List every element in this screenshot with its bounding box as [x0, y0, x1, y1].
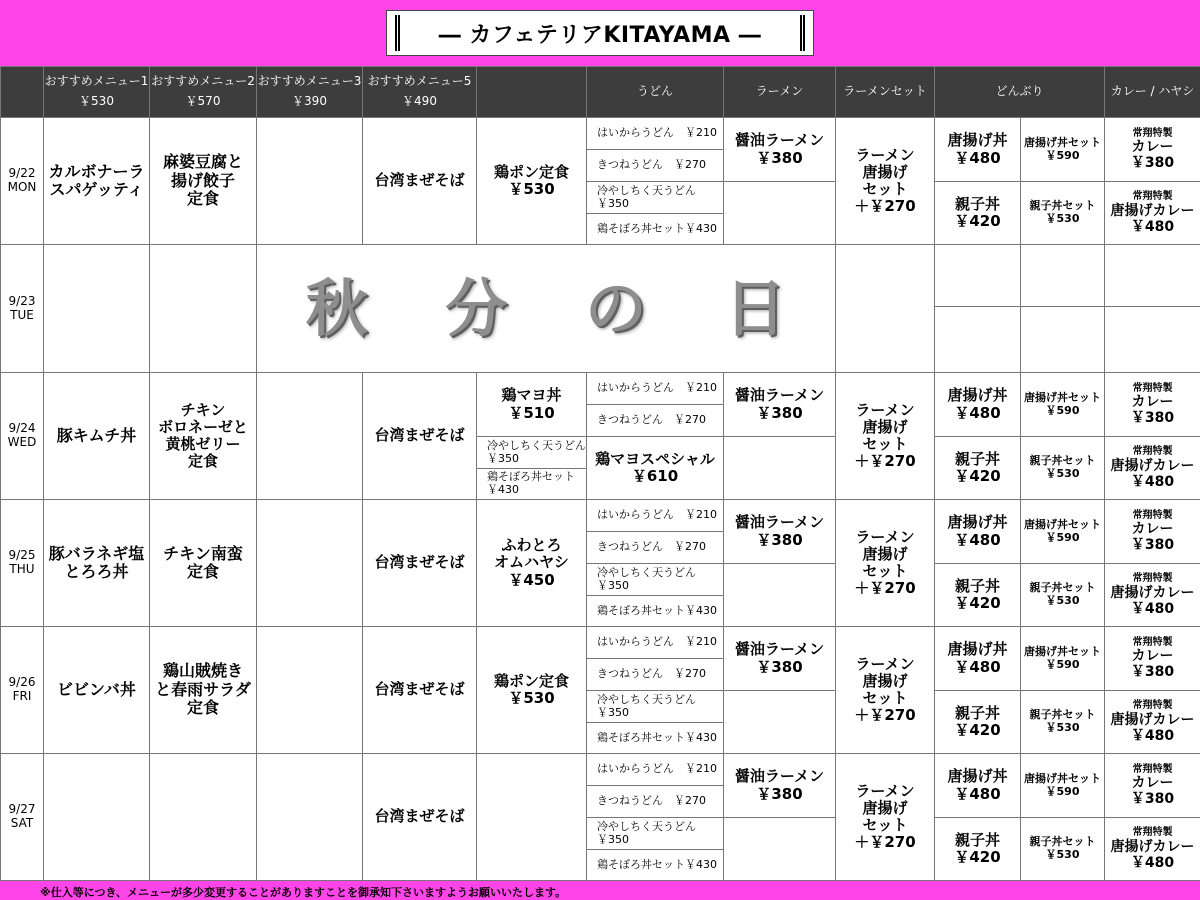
karaage-don-cell-line: 唐揚げ丼 — [947, 513, 1008, 532]
oyako-don-set-cell — [1021, 818, 1105, 881]
weekday-label: THU — [9, 562, 35, 576]
curry-cell — [1105, 500, 1200, 564]
udon-item: きつねうどん ￥270 — [587, 532, 724, 564]
extra-top-cell-line: ￥510 — [508, 403, 555, 422]
date-label: 9/27 — [8, 802, 36, 817]
ramen-cell-line: ￥380 — [756, 784, 803, 803]
ramen-set-cell — [836, 373, 935, 500]
curry-tag: 常翔特製 — [1132, 573, 1173, 585]
ramen-set-cell-line: ＋￥270 — [854, 197, 916, 216]
extra-cell — [477, 500, 587, 627]
curry-tag: 常翔特製 — [1132, 446, 1173, 458]
oyako-don-set-cell-line: 親子丼セット — [1029, 454, 1096, 468]
menu3-cell — [257, 373, 363, 500]
menu2-cell — [150, 500, 257, 627]
extra-cell-line: 鶏ポン定食 — [493, 671, 569, 690]
karaage-don-cell — [935, 373, 1021, 437]
curry-tag: 常翔特製 — [1132, 763, 1173, 775]
curry-price: ￥480 — [1130, 854, 1175, 871]
date-cell — [1, 118, 44, 245]
ramen-cell — [724, 500, 836, 564]
empty-cell — [935, 307, 1021, 373]
ramen-cell — [724, 754, 836, 818]
curry-price: ￥480 — [1130, 727, 1175, 744]
holiday-char: 分 — [445, 271, 508, 345]
curry-price: ￥380 — [1130, 537, 1175, 554]
menu2-cell-line: 定食 — [186, 189, 219, 209]
karaage-don-set-cell-line: 唐揚げ丼セット — [1024, 390, 1101, 404]
menu1-cell-line: ビビンバ丼 — [57, 679, 136, 699]
oyako-don-cell-line: ￥420 — [954, 467, 1001, 485]
udon-item: 鶏そぼろ丼セット￥430 — [587, 214, 724, 245]
udon-item: 鶏そぼろ丼セット￥430 — [587, 850, 724, 881]
karaage-don-set-cell-line: 唐揚げ丼セット — [1024, 771, 1101, 785]
date-cell — [1, 754, 44, 881]
menu2-cell-line: 定食 — [186, 562, 219, 581]
karaage-curry-cell — [1105, 691, 1200, 754]
oyako-don-set-cell-line: ￥530 — [1045, 721, 1080, 734]
ramen-cell-line: 醤油ラーメン — [734, 767, 825, 786]
extra-bottom-cell-line: ￥610 — [631, 467, 679, 485]
date-cell — [1, 245, 44, 373]
menu2-cell — [150, 754, 257, 881]
curry-cell — [1105, 118, 1200, 182]
udon-item: きつねうどん ￥270 — [587, 150, 724, 182]
udon-item: 冷やしちく天うどん￥350 — [587, 564, 724, 596]
extra-cell — [477, 118, 587, 245]
oyako-don-cell-line: 親子丼 — [954, 194, 1000, 213]
oyako-don-set-cell-line: ￥530 — [1045, 848, 1080, 861]
oyako-don-set-cell — [1021, 564, 1105, 627]
ramen-empty-cell — [724, 437, 836, 500]
karaage-don-cell — [935, 118, 1021, 182]
ramen-set-cell-line: セット — [862, 562, 908, 580]
extra-top-cell — [477, 373, 587, 437]
ramen-cell-line: ￥380 — [756, 657, 803, 676]
oyako-don-cell — [935, 691, 1021, 754]
oyako-don-cell-line: 親子丼 — [954, 576, 1000, 595]
oyako-don-cell-line: ￥420 — [954, 848, 1001, 866]
menu1-cell — [44, 118, 150, 245]
menu-row — [1, 373, 1200, 405]
holiday-row — [1, 245, 1200, 307]
curry-tag: 常翔特製 — [1132, 636, 1173, 648]
oyako-don-cell-line: 親子丼 — [954, 830, 1000, 849]
curry-tag: 常翔特製 — [1132, 382, 1173, 394]
ramen-set-cell-line: ラーメン — [855, 654, 915, 673]
menu1-cell-line: カルボナーラ — [48, 161, 145, 181]
karaage-curry-cell — [1105, 818, 1200, 881]
menu2-cell-line: 揚げ餃子 — [170, 170, 235, 190]
curry-name: カレー — [1131, 139, 1174, 156]
menu-row — [1, 118, 1200, 150]
cafeteria-title-box — [386, 10, 814, 56]
menu-row — [1, 754, 1200, 786]
curry-price: ￥380 — [1130, 791, 1175, 808]
ramen-cell — [724, 118, 836, 182]
menu5-cell: 台湾まぜそば — [363, 500, 477, 627]
curry-name: 唐揚げカレー — [1110, 457, 1195, 474]
karaage-don-set-cell — [1021, 500, 1105, 564]
curry-price: ￥480 — [1130, 218, 1175, 235]
ramen-cell-line: 醤油ラーメン — [734, 131, 825, 150]
ramen-set-cell-line: ＋￥270 — [854, 452, 916, 471]
menu1-cell — [44, 500, 150, 627]
oyako-don-cell — [935, 818, 1021, 881]
header-donburi: どんぶり — [935, 67, 1105, 118]
holiday-char: 日 — [724, 271, 787, 345]
udon-item: 冷やしちく天うどん￥350 — [587, 182, 724, 214]
curry-name: 唐揚げカレー — [1110, 584, 1195, 601]
udon-item: はいからうどん ￥210 — [587, 118, 724, 150]
ramen-set-cell — [836, 627, 935, 754]
ramen-set-cell-line: ＋￥270 — [854, 579, 916, 598]
header-menu1: おすすめメニュー1 ￥530 — [44, 67, 150, 118]
karaage-don-cell-line: ￥480 — [954, 148, 1001, 167]
menu5-cell: 台湾まぜそば — [363, 754, 477, 881]
date-label: 9/26 — [8, 675, 36, 690]
ramen-set-cell-line: ラーメン — [855, 145, 915, 164]
menu3-cell — [257, 627, 363, 754]
ramen-set-cell — [836, 754, 935, 881]
udon-item: 冷やしちく天うどん￥350 — [477, 437, 587, 469]
extra-cell-line: オムハヤシ — [494, 553, 569, 572]
header-menu2: おすすめメニュー2 ￥570 — [150, 67, 257, 118]
weekday-label: WED — [7, 435, 37, 449]
udon-item: きつねうどん ￥270 — [587, 405, 724, 437]
header-row — [1, 67, 1200, 118]
oyako-don-cell-line: 親子丼 — [954, 703, 1000, 722]
oyako-don-set-cell — [1021, 182, 1105, 245]
menu1-cell — [44, 373, 150, 500]
menu2-cell-line: チキン南蛮 — [163, 543, 243, 563]
ramen-empty-cell — [724, 564, 836, 627]
curry-price: ￥380 — [1130, 410, 1175, 427]
karaage-curry-cell — [1105, 564, 1200, 627]
karaage-don-cell — [935, 754, 1021, 818]
menu5-cell: 台湾まぜそば — [363, 373, 477, 500]
weekday-label: MON — [7, 180, 37, 194]
menu3-cell — [257, 500, 363, 627]
ramen-set-cell-line: ラーメン — [855, 781, 915, 800]
curry-tag: 常翔特製 — [1132, 509, 1173, 521]
empty-cell — [44, 245, 150, 373]
empty-cell — [1021, 245, 1105, 307]
udon-item: はいからうどん ￥210 — [587, 754, 724, 786]
header-ramen: ラーメン — [724, 67, 836, 118]
oyako-don-set-cell-line: ￥530 — [1045, 594, 1080, 607]
header-menu3: おすすめメニュー3 ￥390 — [257, 67, 363, 118]
ramen-set-cell-line: セット — [862, 689, 908, 707]
udon-item: 冷やしちく天うどん￥350 — [587, 818, 724, 850]
oyako-don-cell-line: ￥420 — [954, 721, 1001, 739]
empty-cell — [836, 245, 935, 373]
curry-name: カレー — [1131, 394, 1174, 411]
menu-row — [1, 500, 1200, 532]
menu1-cell-line: 豚キムチ丼 — [56, 425, 137, 445]
header-menu5: おすすめメニュー5 ￥490 — [363, 67, 477, 118]
weekly-menu-table — [0, 66, 1200, 881]
curry-tag: 常翔特製 — [1132, 127, 1173, 139]
header-curry: カレー / ハヤシ — [1105, 67, 1200, 118]
date-cell — [1, 500, 44, 627]
date-label: 9/22 — [8, 166, 36, 181]
menu1-cell-line: とろろ丼 — [64, 562, 129, 581]
karaage-don-cell-line: 唐揚げ丼 — [947, 767, 1008, 786]
ramen-cell-line: 醤油ラーメン — [734, 386, 825, 405]
ramen-set-cell-line: ラーメン — [855, 400, 915, 419]
holiday-char: 秋 — [305, 271, 368, 345]
ramen-set-cell — [836, 118, 935, 245]
oyako-don-cell-line: ￥420 — [954, 594, 1001, 612]
header-date — [1, 67, 44, 118]
menu2-cell-line: 麻婆豆腐と — [162, 152, 243, 172]
empty-cell — [1105, 245, 1200, 307]
empty-cell — [1105, 307, 1200, 373]
menu2-cell — [150, 373, 257, 500]
karaage-don-set-cell-line: ￥590 — [1045, 784, 1080, 798]
oyako-don-set-cell — [1021, 691, 1105, 754]
ramen-cell — [724, 373, 836, 437]
curry-tag: 常翔特製 — [1132, 827, 1173, 839]
menu2-cell — [150, 627, 257, 754]
menu1-cell-line: 豚バラネギ塩 — [48, 543, 145, 563]
cafeteria-title: ― カフェテリアKITAYAMA ― — [395, 15, 805, 51]
ramen-set-cell-line: 唐揚げ — [862, 417, 908, 436]
date-cell — [1, 627, 44, 754]
extra-cell — [477, 627, 587, 754]
menu3-cell — [257, 754, 363, 881]
date-label: 9/23 — [8, 293, 36, 308]
curry-name: 唐揚げカレー — [1110, 202, 1195, 219]
ramen-set-cell-line: 唐揚げ — [862, 162, 908, 181]
ramen-set-cell — [836, 500, 935, 627]
extra-cell-line: ￥530 — [508, 689, 555, 707]
holiday-char: の — [584, 271, 647, 345]
weekday-label: TUE — [10, 307, 34, 322]
ramen-cell-line: 醤油ラーメン — [734, 640, 825, 659]
empty-cell — [150, 245, 257, 373]
menu5-cell: 台湾まぜそば — [363, 118, 477, 245]
ramen-cell-line: 醤油ラーメン — [734, 513, 825, 532]
udon-item: はいからうどん ￥210 — [587, 373, 724, 405]
ramen-set-cell-line: 唐揚げ — [862, 544, 908, 563]
curry-price: ￥480 — [1130, 473, 1175, 490]
extra-cell-line: ￥450 — [508, 570, 555, 589]
menu5-cell: 台湾まぜそば — [363, 627, 477, 754]
karaage-don-set-cell-line: 唐揚げ丼セット — [1024, 644, 1101, 658]
oyako-don-cell-line: 親子丼 — [954, 449, 1000, 468]
date-cell — [1, 373, 44, 500]
oyako-don-cell-line: ￥420 — [954, 212, 1001, 230]
udon-item: 鶏そぼろ丼セット￥430 — [477, 469, 587, 500]
udon-item: はいからうどん ￥210 — [587, 500, 724, 532]
curry-name: カレー — [1131, 648, 1174, 665]
oyako-don-set-cell-line: 親子丼セット — [1029, 708, 1096, 722]
curry-name: 唐揚げカレー — [1110, 838, 1195, 855]
menu1-cell — [44, 627, 150, 754]
udon-item: 冷やしちく天うどん￥350 — [587, 691, 724, 723]
extra-cell-line: ￥530 — [508, 180, 555, 198]
ramen-set-cell-line: ＋￥270 — [854, 706, 916, 725]
curry-cell — [1105, 373, 1200, 437]
weekday-label: FRI — [12, 689, 32, 703]
oyako-don-set-cell — [1021, 437, 1105, 500]
menu2-cell — [150, 118, 257, 245]
ramen-empty-cell — [724, 182, 836, 245]
karaage-don-cell — [935, 627, 1021, 691]
curry-price: ￥480 — [1130, 600, 1175, 617]
menu2-cell-line: 定食 — [186, 698, 219, 718]
ramen-set-cell-line: ラーメン — [855, 527, 915, 546]
udon-item: 鶏そぼろ丼セット￥430 — [587, 596, 724, 627]
oyako-don-cell — [935, 564, 1021, 627]
ramen-set-cell-line: セット — [862, 180, 908, 198]
karaage-don-set-cell — [1021, 754, 1105, 818]
karaage-don-cell-line: ￥480 — [954, 530, 1001, 549]
holiday-banner — [257, 245, 836, 373]
header-ramen-set: ラーメンセット — [836, 67, 935, 118]
menu1-cell — [44, 754, 150, 881]
menu2-cell-line: チキン — [180, 400, 226, 419]
udon-item: きつねうどん ￥270 — [587, 659, 724, 691]
menu2-cell-line: 定食 — [187, 452, 218, 471]
curry-cell — [1105, 627, 1200, 691]
ramen-set-cell-line: 唐揚げ — [862, 798, 908, 817]
karaage-don-cell-line: 唐揚げ丼 — [947, 131, 1008, 150]
extra-cell-line: ふわとろ — [501, 536, 562, 555]
menu1-cell-line: スパゲッティ — [49, 180, 144, 199]
ramen-set-cell-line: ＋￥270 — [854, 833, 916, 852]
curry-price: ￥380 — [1130, 155, 1175, 172]
karaage-curry-cell — [1105, 437, 1200, 500]
karaage-don-cell — [935, 500, 1021, 564]
curry-name: カレー — [1131, 775, 1174, 792]
karaage-don-set-cell — [1021, 373, 1105, 437]
karaage-don-set-cell-line: ￥590 — [1045, 530, 1080, 544]
extra-cell-line: 鶏ポン定食 — [493, 162, 569, 181]
extra-cell — [477, 754, 587, 881]
ramen-empty-cell — [724, 691, 836, 754]
empty-cell — [1021, 307, 1105, 373]
oyako-don-set-cell-line: ￥530 — [1045, 212, 1080, 225]
ramen-set-cell-line: セット — [862, 435, 908, 453]
header-udon: うどん — [587, 67, 724, 118]
oyako-don-set-cell-line: 親子丼セット — [1029, 581, 1096, 595]
karaage-don-set-cell-line: 唐揚げ丼セット — [1024, 135, 1101, 149]
menu-row — [1, 627, 1200, 659]
holiday-text — [257, 273, 835, 344]
oyako-don-cell — [935, 437, 1021, 500]
menu2-cell-line: 鶏山賊焼き — [162, 661, 243, 681]
karaage-don-set-cell-line: ￥590 — [1045, 657, 1080, 671]
karaage-don-cell-line: 唐揚げ丼 — [947, 386, 1008, 405]
karaage-don-set-cell-line: ￥590 — [1045, 403, 1080, 417]
karaage-don-set-cell-line: 唐揚げ丼セット — [1024, 517, 1101, 531]
karaage-don-set-cell-line: ￥590 — [1045, 148, 1080, 162]
menu2-cell-line: と春雨サラダ — [155, 679, 251, 699]
ramen-cell-line: ￥380 — [756, 148, 803, 167]
ramen-empty-cell — [724, 818, 836, 881]
ramen-cell — [724, 627, 836, 691]
karaage-don-cell-line: ￥480 — [954, 784, 1001, 803]
oyako-don-set-cell-line: ￥530 — [1045, 467, 1080, 480]
karaage-don-cell-line: 唐揚げ丼 — [947, 640, 1008, 659]
udon-item: 鶏そぼろ丼セット￥430 — [587, 723, 724, 754]
ramen-set-cell-line: セット — [862, 816, 908, 834]
curry-tag: 常翔特製 — [1132, 191, 1173, 203]
curry-name: カレー — [1131, 521, 1174, 538]
ramen-set-cell-line: 唐揚げ — [862, 671, 908, 690]
oyako-don-set-cell-line: 親子丼セット — [1029, 835, 1096, 849]
karaage-don-cell-line: ￥480 — [954, 657, 1001, 676]
menu2-cell-line: ボロネーゼと — [158, 417, 248, 436]
weekday-label: SAT — [10, 816, 34, 830]
oyako-don-set-cell-line: 親子丼セット — [1029, 199, 1096, 213]
karaage-don-set-cell — [1021, 627, 1105, 691]
ramen-cell-line: ￥380 — [756, 530, 803, 549]
date-label: 9/25 — [8, 548, 36, 563]
header-extra — [477, 67, 587, 118]
oyako-don-cell — [935, 182, 1021, 245]
curry-price: ￥380 — [1130, 664, 1175, 681]
curry-tag: 常翔特製 — [1132, 700, 1173, 712]
extra-bottom-cell — [587, 437, 724, 500]
karaage-don-set-cell — [1021, 118, 1105, 182]
menu2-cell-line: 黄桃ゼリー — [165, 435, 241, 453]
udon-item: はいからうどん ￥210 — [587, 627, 724, 659]
footer-note: ※仕入等につき、メニューが多少変更することがありますことを御承知下さいますようお願いいたします。 — [40, 886, 567, 899]
ramen-cell-line: ￥380 — [756, 403, 803, 422]
date-label: 9/24 — [8, 421, 36, 436]
extra-top-cell-line: 鶏マヨ丼 — [501, 386, 562, 405]
menu3-cell — [257, 118, 363, 245]
curry-cell — [1105, 754, 1200, 818]
curry-name: 唐揚げカレー — [1110, 711, 1195, 728]
extra-bottom-cell-line: 鶏マヨスペシャル — [595, 449, 715, 468]
karaage-don-cell-line: ￥480 — [954, 403, 1001, 422]
empty-cell — [935, 245, 1021, 307]
udon-item: きつねうどん ￥270 — [587, 786, 724, 818]
karaage-curry-cell — [1105, 182, 1200, 245]
